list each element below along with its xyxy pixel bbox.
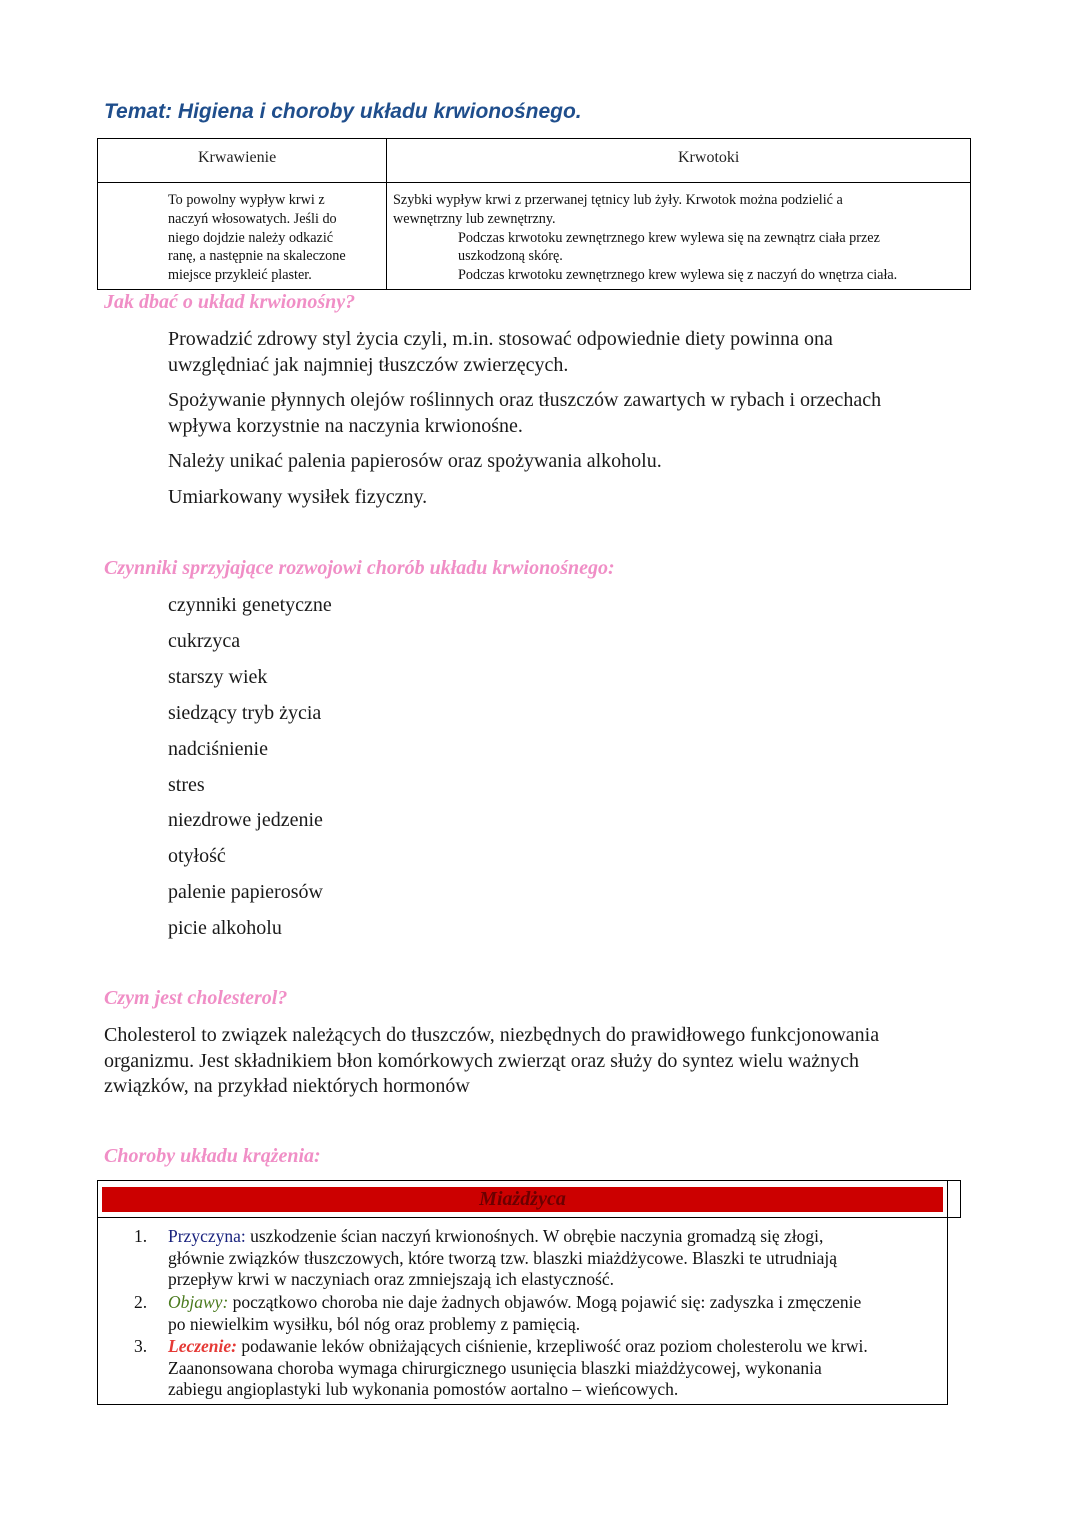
- text-line: Spożywanie płynnych olejów roślinnych oraz tłuszczów zawartych w rybach i orzechach: [168, 389, 882, 411]
- list-item: picie alkoholu: [168, 917, 282, 939]
- table-divider: [98, 182, 970, 183]
- text-line: naczyń włosowatych. Jeśli do: [168, 210, 337, 227]
- section-heading-cholesterol: Czym jest cholesterol?: [104, 987, 288, 1009]
- text-line: Podczas krwotoku zewnętrznego krew wylewa się z naczyń do wnętrza ciała.: [458, 267, 898, 284]
- text-line: To powolny wypływ krwi z: [168, 192, 325, 208]
- item-text: uszkodzenie ścian naczyń krwionośnych. W obrębie naczynia gromadzą się złogi,: [245, 1226, 824, 1246]
- list-item: otyłość: [168, 845, 226, 867]
- page-title: Temat: Higiena i choroby układu krwionośnego.: [104, 100, 582, 123]
- list-item: czynniki genetyczne: [168, 594, 332, 616]
- list-item: starszy wiek: [168, 666, 268, 688]
- column-header-hemorrhage: Krwotoki: [678, 149, 740, 166]
- list-item: stres: [168, 774, 205, 796]
- item-label: Objawy:: [168, 1292, 229, 1312]
- text-line: wewnętrzny lub zewnętrzny.: [393, 210, 556, 227]
- text-line: Podczas krwotoku zewnętrznego krew wylewa się na zewnątrz ciała przez: [458, 229, 880, 246]
- atherosclerosis-table: [97, 1180, 948, 1405]
- cholesterol-paragraph: [104, 1023, 879, 1100]
- title-banner: [102, 1187, 943, 1212]
- list-item: nadciśnienie: [168, 738, 268, 760]
- list-item: siedzący tryb życia: [168, 702, 322, 724]
- list-item: [168, 1292, 861, 1335]
- section-heading-factors: Czynniki sprzyjające rozwojowi chorób układu krwionośnego:: [104, 557, 615, 579]
- column-header-bleeding: Krwawienie: [198, 149, 277, 166]
- item-label: Przyczyna:: [168, 1226, 246, 1246]
- table-divider: [386, 139, 387, 289]
- list-number: 3.: [134, 1336, 148, 1356]
- text-line: przepływ krwi w naczyniach oraz zmniejszają ich elastyczność.: [168, 1269, 615, 1289]
- text-line: ranę, a następnie na skaleczone: [168, 248, 346, 265]
- table-title: Miażdżyca: [479, 1188, 566, 1210]
- text-line: uszkodzoną skórę.: [458, 248, 563, 265]
- item-text: podawanie leków obniżających ciśnienie, krzepliwość oraz poziom cholesterolu we krwi.: [237, 1336, 868, 1356]
- section-heading-diseases: Choroby układu krążenia:: [104, 1145, 321, 1167]
- list-number: 1.: [134, 1226, 148, 1246]
- text-line: wpływa korzystnie na naczynia krwionośne.: [168, 414, 523, 437]
- text-line: organizmu. Jest składnikiem błon komórkowych zwierząt oraz służy do syntez wielu ważnych: [104, 1049, 859, 1072]
- list-number: 2.: [134, 1292, 148, 1312]
- text-line: uwzględniać jak najmniej tłuszczów zwierzęcych.: [168, 353, 569, 376]
- text-line: miejsce przykleić plaster.: [168, 267, 312, 284]
- list-item: [168, 1226, 837, 1291]
- text-line: zabiegu angioplastyki lub wykonania pomostów aortalno – wieńcowych.: [168, 1379, 679, 1399]
- text-line: po niewielkim wysiłku, ból nóg oraz problemy z pamięcią.: [168, 1313, 581, 1334]
- care-paragraph: Umiarkowany wysiłek fizyczny.: [168, 486, 428, 508]
- list-item: palenie papierosów: [168, 881, 323, 903]
- table-edge-cell: [947, 1180, 961, 1218]
- item-label: Leczenie:: [168, 1336, 237, 1356]
- list-item: cukrzyca: [168, 630, 241, 652]
- text-line: związków, na przykład niektórych hormonów: [104, 1075, 470, 1097]
- bleeding-table: [97, 138, 971, 290]
- care-paragraph: [168, 388, 881, 439]
- table-header-row: [98, 1181, 947, 1218]
- care-paragraph: [168, 327, 833, 378]
- care-paragraph: Należy unikać palenia papierosów oraz spożywania alkoholu.: [168, 450, 662, 472]
- item-text: początkowo choroba nie daje żadnych objawów. Mogą pojawić się: zadyszka i zmęczenie: [228, 1292, 862, 1312]
- section-heading-care: Jak dbać o układ krwionośny?: [104, 291, 356, 313]
- hemorrhage-description: [393, 191, 969, 285]
- text-line: Szybki wypływ krwi z przerwanej tętnicy lub żyły. Krwotok można podzielić a: [393, 192, 843, 208]
- text-line: niego dojdzie należy odkazić: [168, 229, 334, 246]
- text-line: Prowadzić zdrowy styl życia czyli, m.in. stosować odpowiednie diety powinna ona: [168, 328, 833, 350]
- text-line: głównie związków tłuszczowych, które tworzą tzw. blaszki miażdżycowe. Blaszki te utrudniają: [168, 1247, 837, 1268]
- list-item: niezdrowe jedzenie: [168, 809, 323, 831]
- list-item: [168, 1336, 868, 1401]
- text-line: Zaanonsowana choroba wymaga chirurgicznego usunięcia blaszki miażdżycowej, wykonania: [168, 1357, 822, 1378]
- bleeding-description: [168, 191, 346, 285]
- text-line: Cholesterol to związek należących do tłuszczów, niezbędnych do prawidłowego funkcjonowania: [104, 1024, 880, 1046]
